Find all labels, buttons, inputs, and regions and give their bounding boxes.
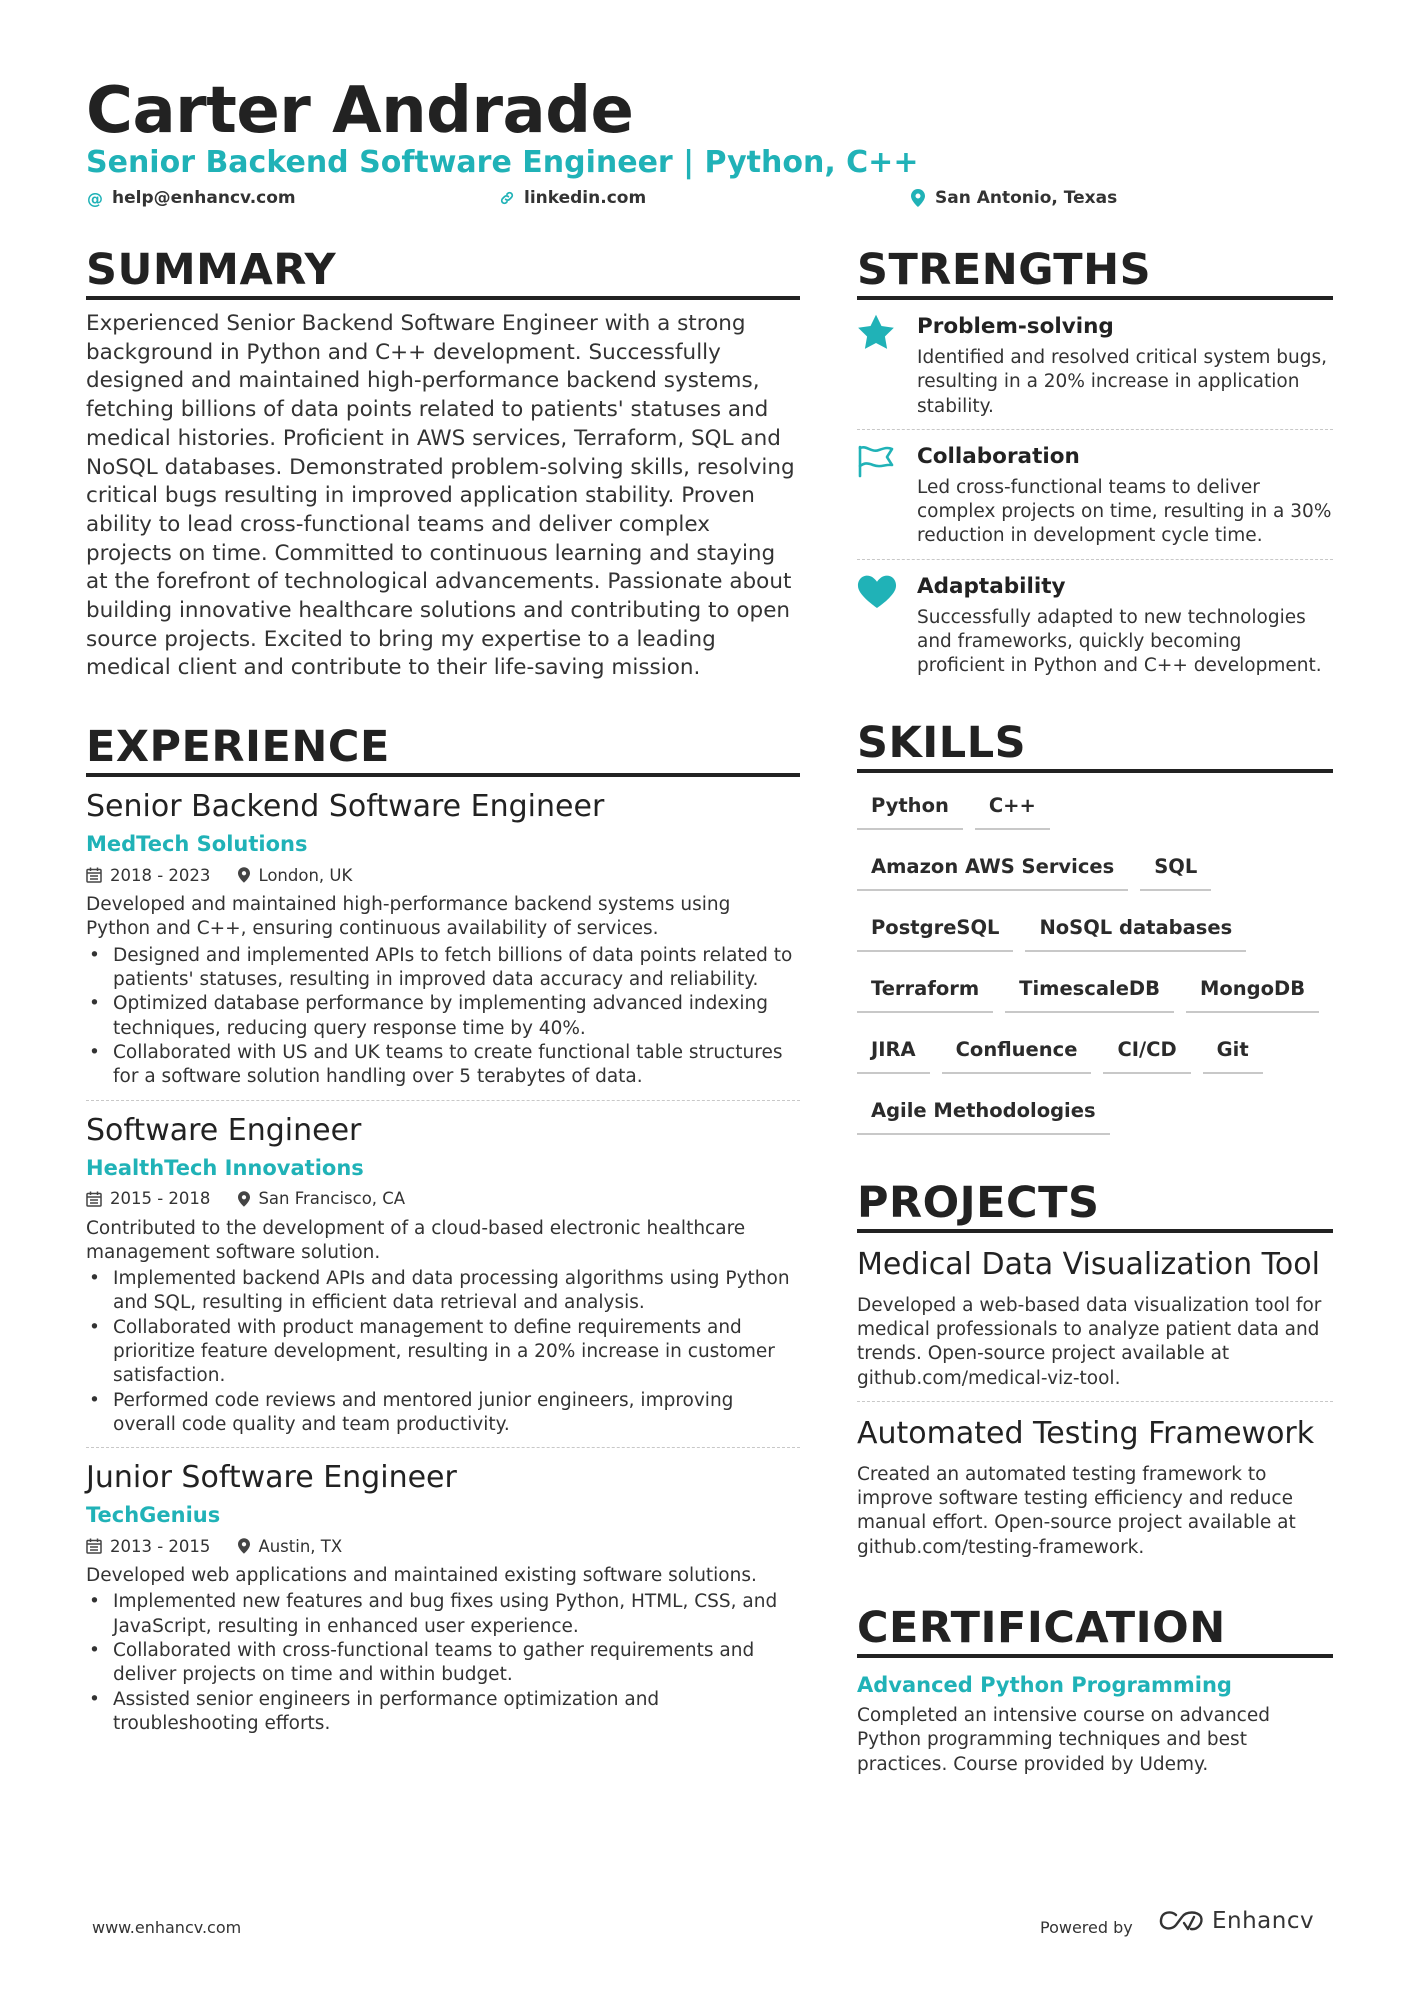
skill-tag: JIRA: [857, 1029, 930, 1074]
job-bullet: • Performed code reviews and mentored junior engineers, improving overall code quality and team productivity.: [86, 1389, 800, 1438]
project-title: Automated Testing Framework: [857, 1415, 1315, 1451]
right-column: [857, 244, 1333, 1777]
job-bullet: • Assisted senior engineers in performance optimization and troubleshooting efforts.: [86, 1688, 800, 1737]
strengths-heading: STRENGTHS: [857, 244, 1333, 300]
contact-email[interactable]: [86, 186, 296, 210]
contact-location: [909, 186, 1117, 210]
job-title: Software Engineer: [86, 1112, 362, 1148]
job-location-text: San Francisco, CA: [258, 1189, 406, 1209]
job-bullet: • Designed and implemented APIs to fetch billions of data points related to patients' statuses, resulting in improved data accuracy and reliability.: [86, 944, 800, 993]
candidate-title: Senior Backend Software Engineer | Python, C++: [86, 145, 919, 180]
project-description: Developed a web-based data visualization tool for medical professionals to analyze patient data and trends. Open-source project available at github.com/medical-viz-tool.: [857, 1294, 1322, 1389]
skill-tag: Git: [1203, 1029, 1263, 1074]
strength-item: [857, 300, 1333, 430]
job-bullet: • Collaborated with US and UK teams to create functional table structures for a software solution handling over 5 terabytes of data.: [86, 1041, 800, 1090]
strengths-section: [857, 244, 1333, 689]
experience-item: [86, 1111, 800, 1449]
linkedin-text: linkedin.com: [524, 188, 647, 208]
skill-tag: MongoDB: [1186, 968, 1319, 1013]
job-location: [238, 1189, 405, 1208]
candidate-name: Carter Andrade: [86, 74, 634, 148]
job-bullet: • Optimized database performance by implementing advanced indexing techniques, reducing query response time by 40%.: [86, 992, 800, 1041]
project-title: Medical Data Visualization Tool: [857, 1246, 1320, 1282]
job-description: Developed and maintained high-performance backend systems using Python and C++, ensuring continuous availability of services.: [86, 894, 731, 940]
skills-list: [857, 785, 1333, 1151]
job-bullets: [86, 944, 800, 1090]
job-bullets: [86, 1590, 800, 1736]
job-dates-text: 2015 - 2018: [110, 1189, 211, 1209]
project-item: [857, 1233, 1333, 1402]
location-text: San Antonio, Texas: [935, 188, 1118, 208]
skill-tag: SQL: [1140, 846, 1211, 891]
star-icon: [857, 314, 895, 350]
job-location: [238, 1537, 342, 1556]
job-location-text: Austin, TX: [258, 1536, 343, 1556]
job-dates: [86, 866, 210, 885]
skill-tag: PostgreSQL: [857, 907, 1013, 952]
skill-tag: NoSQL databases: [1025, 907, 1246, 952]
skills-section: [857, 717, 1333, 1151]
job-bullet: • Implemented backend APIs and data processing algorithms using Python and SQL, resulting in efficient data retrieval and analysis.: [86, 1267, 800, 1316]
strength-description: Led cross-functional teams to deliver complex projects on time, resulting in a 30% reduction in development cycle time.: [917, 476, 1332, 547]
experience-item: [86, 787, 800, 1100]
map-pin-icon: [909, 189, 927, 207]
strength-title: Problem-solving: [917, 314, 1114, 339]
projects-heading: PROJECTS: [857, 1177, 1333, 1233]
map-pin-icon: [238, 1538, 250, 1554]
skill-tag: CI/CD: [1103, 1029, 1190, 1074]
company-name: TechGenius: [86, 1503, 221, 1528]
job-bullet: • Collaborated with cross-functional teams to gather requirements and deliver projects on time and within budget.: [86, 1639, 800, 1688]
map-pin-icon: [238, 867, 250, 883]
strength-title: Adaptability: [917, 573, 1066, 599]
enhancv-brand-text: Enhancv: [1212, 1908, 1315, 1934]
powered-by-label: Powered by: [1040, 1918, 1133, 1937]
job-title: Senior Backend Software Engineer: [86, 789, 605, 825]
project-item: [857, 1402, 1333, 1570]
job-description: Contributed to the development of a cloud-based electronic healthcare management software solution.: [86, 1217, 746, 1263]
skill-tag: Amazon AWS Services: [857, 846, 1128, 891]
footer-url[interactable]: www.enhancv.com: [92, 1918, 242, 1937]
strength-item: [857, 430, 1333, 560]
summary-text: Experienced Senior Backend Software Engineer with a strong background in Python and C++ development. Successfully designed and maintained high-performance backend systems, fetching billions of data points related to patients' statuses and medical histories. Proficient in AWS services, Terraform, SQL and NoSQL databases. Demonstrated problem-solving skills, resolving critical bugs resulting in improved application stability. Proven ability to lead cross-functional teams and deliver complex projects on time. Committed to continuous learning and staying at the forefront of technological advancements. Passionate about building innovative healthcare solutions and contributing to open source projects. Excited to bring my expertise to a leading medical client and contribute to their life-saving mission.: [86, 311, 795, 681]
calendar-icon: [86, 1538, 102, 1554]
job-location: [238, 866, 352, 885]
at-icon: @: [87, 188, 103, 208]
contact-linkedin[interactable]: [498, 186, 646, 210]
project-description: Created an automated testing framework to improve software testing efficiency and reduce manual effort. Open-source project available at github.com/testing-framework.: [857, 1463, 1296, 1558]
job-bullets: [86, 1267, 800, 1437]
strength-title: Collaboration: [917, 443, 1080, 469]
certification-heading: CERTIFICATION: [857, 1602, 1333, 1658]
skill-tag: Python: [857, 785, 963, 830]
summary-heading: SUMMARY: [86, 244, 800, 300]
left-column: [86, 244, 800, 1746]
experience-heading: EXPERIENCE: [86, 721, 800, 777]
job-dates: [86, 1537, 210, 1556]
company-name: HealthTech Innovations: [86, 1155, 364, 1180]
job-location-text: London, UK: [258, 865, 353, 885]
projects-section: [857, 1177, 1333, 1570]
skill-tag: Agile Methodologies: [857, 1090, 1110, 1135]
calendar-icon: [86, 867, 102, 883]
calendar-icon: [86, 1191, 102, 1207]
strength-item: [857, 560, 1333, 689]
skills-heading: SKILLS: [857, 717, 1333, 773]
job-title: Junior Software Engineer: [86, 1460, 457, 1496]
job-dates-text: 2013 - 2015: [110, 1536, 211, 1556]
experience-item: [86, 1458, 800, 1746]
certification-description: Completed an intensive course on advanced Python programming techniques and best practices. Course provided by Udemy.: [857, 1705, 1270, 1775]
flag-icon: [857, 444, 895, 478]
job-dates-text: 2018 - 2023: [110, 865, 211, 885]
enhancv-logo-icon: [1158, 1909, 1204, 1933]
skill-tag: C++: [975, 785, 1050, 830]
job-bullet: • Collaborated with product management to define requirements and prioritize feature development, resulting in a 20% increase in customer satisfaction.: [86, 1316, 800, 1389]
strength-description: Identified and resolved critical system bugs, resulting in a 20% increase in application stability.: [917, 347, 1328, 417]
job-description: Developed web applications and maintained existing software solutions.: [86, 1565, 757, 1587]
enhancv-logo[interactable]: [1158, 1908, 1314, 1934]
job-dates: [86, 1189, 210, 1208]
strength-description: Successfully adapted to new technologies and frameworks, quickly becoming proficient in Python and C++ development.: [917, 606, 1322, 677]
job-meta: [86, 863, 800, 887]
job-meta: [86, 1187, 800, 1211]
skill-tag: Confluence: [942, 1029, 1092, 1074]
job-bullet: • Implemented new features and bug fixes using Python, HTML, CSS, and JavaScript, resulting in enhanced user experience.: [86, 1590, 800, 1639]
heart-icon: [857, 574, 897, 608]
summary-section: [86, 244, 800, 683]
certification-title: Advanced Python Programming: [857, 1673, 1232, 1698]
link-icon: [498, 189, 516, 207]
skill-tag: Terraform: [857, 968, 993, 1013]
certification-section: [857, 1602, 1333, 1777]
company-name: MedTech Solutions: [86, 832, 308, 857]
skill-tag: TimescaleDB: [1005, 968, 1174, 1013]
email-text: help@enhancv.com: [112, 188, 296, 208]
map-pin-icon: [238, 1191, 250, 1207]
job-meta: [86, 1534, 800, 1558]
experience-section: [86, 721, 800, 1746]
